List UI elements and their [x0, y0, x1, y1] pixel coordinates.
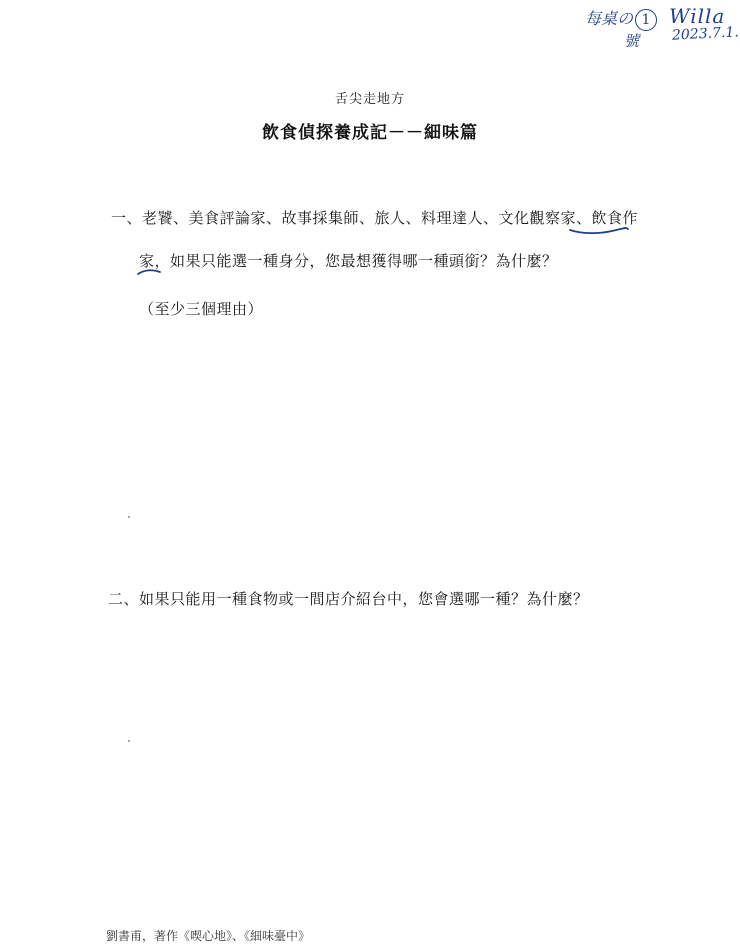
scan-speck: [128, 740, 130, 742]
handwritten-name: Willa: [669, 4, 726, 28]
seat-label-text: 每桌の: [585, 9, 634, 28]
handwritten-date: 2023.7.1.: [671, 24, 740, 44]
question-1-line-1: 一、老饕、美食評論家、故事採集師、旅人、料理達人、文化觀察家、飲食作: [111, 209, 639, 227]
seat-number-circle: 1: [635, 9, 657, 31]
question-1-line-2: 家，如果只能選一種身分，您最想獲得哪一種頭銜？為什麼？: [139, 252, 558, 270]
handwritten-seat-label: [585, 6, 657, 31]
question-2-line-1: 二、如果只能用一種食物或一間店介紹台中，您會選哪一種？為什麼？: [108, 590, 589, 608]
scan-speck: [128, 516, 130, 518]
worksheet-title: 飲食偵探養成記－－細味篇: [262, 123, 478, 143]
question-1-note: （至少三個理由）: [139, 300, 264, 318]
course-subject: 舌尖走地方: [334, 92, 405, 107]
source-credit: 劉書甫，著作《喫心地》、《細味臺中》: [106, 929, 311, 943]
handwritten-seat-suffix: 號: [624, 32, 640, 50]
